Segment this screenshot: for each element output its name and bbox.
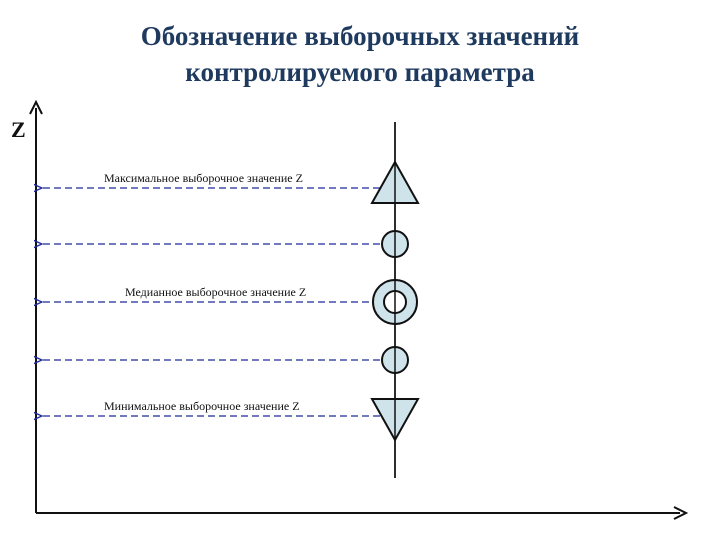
marker-row-2 [42, 231, 408, 257]
marker-row-3 [42, 280, 417, 324]
marker-label: Минимальное выборочное значение Z [104, 399, 300, 413]
markers-layer [42, 122, 418, 478]
marker-row-5 [42, 399, 418, 440]
axes [11, 102, 686, 519]
title-line-1: Обозначение выборочных значений [140, 21, 580, 51]
marker-row-1 [42, 162, 418, 203]
marker-row-4 [42, 347, 408, 373]
marker-label: Медианное выборочное значение Z [125, 285, 307, 299]
y-axis-label: Z [11, 117, 26, 142]
title-line-2: контролируемого параметра [185, 57, 535, 87]
marker-label: Максимальное выборочное значение Z [104, 171, 303, 185]
